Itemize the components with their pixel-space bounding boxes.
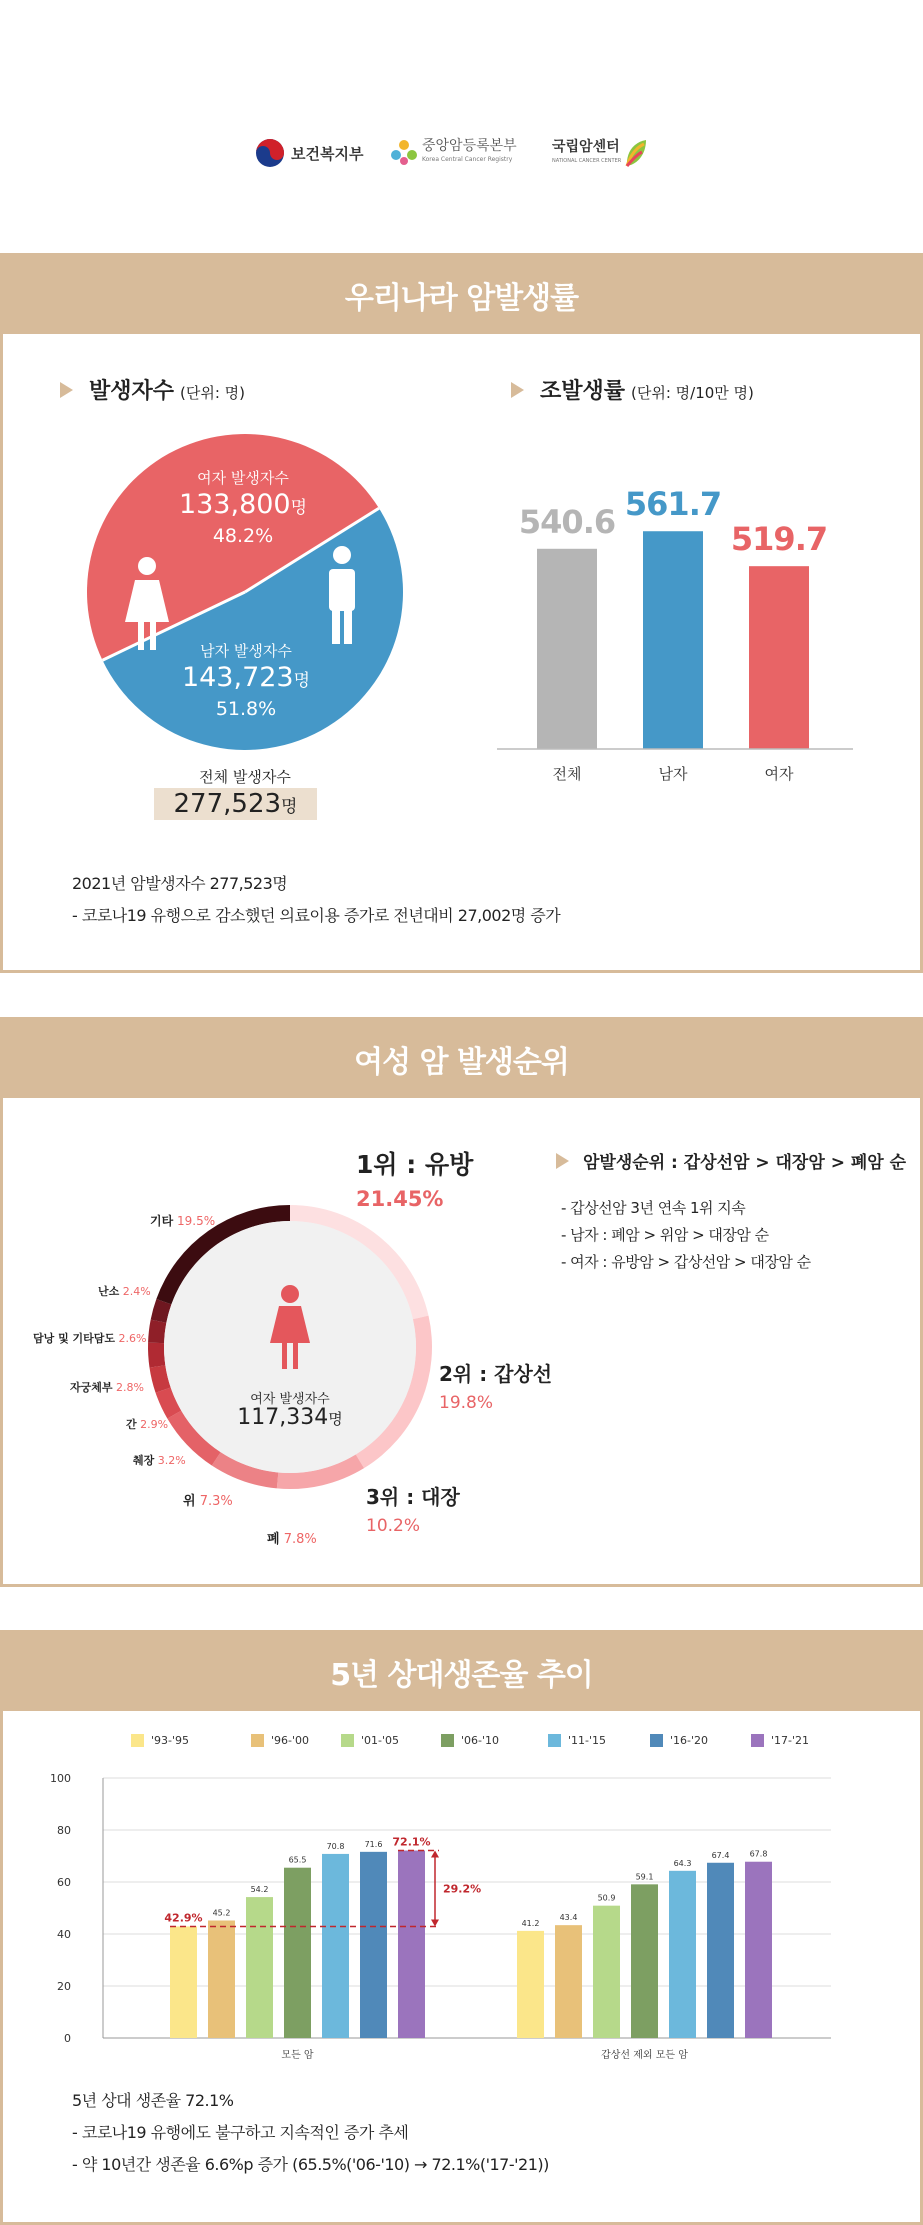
crude-rate-heading: 조발생률 (단위: 명/10만 명) — [511, 374, 754, 405]
kccr-name: 중앙암등록본부 — [422, 138, 517, 154]
kccr-name-en: Korea Central Cancer Registry — [422, 156, 513, 163]
legend-swatch — [341, 1734, 354, 1747]
difference-label: 29.2% — [443, 1882, 482, 1896]
rank-gallbladder-label: 담낭 및 기타담도 2.6% — [33, 1332, 147, 1345]
section-title: 우리나라 암발생률 — [3, 256, 920, 334]
center-label: 여자 발생자수 — [250, 1392, 330, 1407]
ncc-name-en: NATIONAL CANCER CENTER — [552, 157, 622, 164]
arrow-up-icon — [431, 1851, 439, 1858]
mohw-logo — [255, 138, 363, 168]
total-value: 277,523명 — [154, 788, 317, 820]
bar-value-label: 50.9 — [597, 1893, 616, 1903]
legend-label: '01-'05 — [361, 1734, 400, 1747]
rank-bullet-3: - 여자 : 유방암 > 갑상선암 > 대장암 순 — [561, 1253, 811, 1271]
rank-3-label: 3위 : 대장 10.2% — [366, 1485, 460, 1536]
legend-item — [650, 1734, 708, 1747]
bar-남자 — [643, 531, 703, 749]
logo-bar — [0, 130, 923, 180]
rank-summary-heading: 암발생순위 : 갑상선암 > 대장암 > 폐암 순 — [556, 1148, 906, 1173]
survival-bar — [360, 1852, 387, 2038]
legend-item — [751, 1734, 809, 1747]
rank-other-label: 기타 19.5% — [150, 1214, 216, 1228]
survival-note-1: 5년 상대 생존율 72.1% — [72, 2091, 234, 2110]
survival-bar — [398, 1851, 425, 2038]
legend-swatch — [751, 1734, 764, 1747]
survival-section — [0, 1630, 923, 2225]
bar-value-label: 54.2 — [250, 1885, 269, 1895]
legend-label: '16-'20 — [670, 1734, 709, 1747]
female-value: 133,800 — [178, 489, 291, 520]
bar-value-label: 67.4 — [711, 1850, 730, 1860]
survival-note-2: - 코로나19 유행에도 불구하고 지속적인 증가 추세 — [72, 2123, 409, 2142]
survival-bar — [669, 1871, 696, 2038]
y-tick-label: 20 — [57, 1980, 71, 1993]
rank-lung-label: 폐 7.8% — [267, 1532, 317, 1547]
rank-1-label: 1위 : 유방 21.45% — [356, 1150, 474, 1211]
bar-value-label: 71.6 — [364, 1839, 383, 1849]
female-pct: 48.2% — [212, 525, 274, 547]
y-tick-label: 40 — [57, 1928, 71, 1941]
bar-value-label: 540.6 — [518, 502, 616, 541]
y-tick-label: 100 — [50, 1772, 71, 1785]
bar-category-label: 전체 — [552, 765, 582, 783]
male-pct: 51.8% — [215, 698, 277, 720]
legend-label: '11-'15 — [568, 1734, 607, 1747]
rank-bullet-2: - 남자 : 폐암 > 위암 > 대장암 순 — [561, 1226, 769, 1244]
kccr-mark-icon — [390, 139, 418, 167]
section-title: 여성 암 발생순위 — [3, 1020, 920, 1098]
bar-category-label: 여자 — [764, 765, 794, 783]
bar-value-label: 65.5 — [288, 1855, 307, 1865]
incidence-section — [0, 253, 923, 973]
y-tick-label: 80 — [57, 1824, 71, 1837]
triangle-bullet-icon — [60, 382, 73, 398]
legend-item — [548, 1734, 606, 1747]
female-label: 여자 발생자수 — [197, 469, 289, 487]
x-category-label: 모든 암 — [281, 2050, 314, 2061]
rank-ovary-label: 난소 2.4% — [98, 1285, 151, 1298]
bar-value-label: 64.3 — [673, 1858, 692, 1868]
survival-bar — [208, 1920, 235, 2038]
survival-bar — [246, 1897, 273, 2038]
bar-value-label: 561.7 — [624, 485, 722, 524]
legend-item — [441, 1734, 499, 1747]
legend-swatch — [441, 1734, 454, 1747]
incidence-note-2: - 코로나19 유행으로 감소했던 의료이용 증가로 전년대비 27,002명 증가 — [72, 906, 561, 925]
bar-value-label: 519.7 — [730, 520, 828, 559]
rank-2-label: 2위 : 갑상선 19.8% — [439, 1362, 553, 1413]
total-label: 전체 발생자수 — [199, 768, 291, 786]
count-heading: 발생자수 (단위: 명) — [60, 374, 245, 405]
legend-swatch — [131, 1734, 144, 1747]
ncc-name: 국립암센터 — [552, 138, 620, 155]
ncc-leaf-icon — [624, 138, 648, 168]
section-title: 5년 상대생존율 추이 — [3, 1633, 920, 1711]
donut-slice-담낭 및 기타담도 — [148, 1320, 166, 1344]
rank-liver-label: 간 2.9% — [126, 1418, 169, 1431]
bar-value-label: 43.4 — [559, 1913, 578, 1923]
male-value: 143,723 — [181, 662, 294, 693]
survival-bar — [322, 1854, 349, 2038]
y-tick-label: 0 — [64, 2032, 71, 2045]
male-label: 남자 발생자수 — [200, 642, 292, 660]
survival-bar — [631, 1884, 658, 2038]
bar-여자 — [749, 566, 809, 749]
rank-bullet-1: - 갑상선암 3년 연속 1위 지속 — [561, 1199, 746, 1217]
center-value: 117,334명 — [237, 1405, 343, 1430]
survival-bar — [707, 1863, 734, 2038]
survival-bar — [517, 1931, 544, 2038]
kccr-logo — [390, 138, 517, 167]
legend-swatch — [650, 1734, 663, 1747]
bar-value-label: 67.8 — [749, 1849, 768, 1859]
rank-uterus-label: 자궁체부 2.8% — [70, 1381, 144, 1394]
bar-category-label: 남자 — [658, 765, 688, 783]
rank-stomach-label: 위 7.3% — [183, 1494, 233, 1509]
bar-value-label: 42.9% — [164, 1911, 203, 1925]
male-count-label: 남자 발생자수 143,723명 51.8% — [156, 640, 336, 720]
mohw-name: 보건복지부 — [291, 144, 364, 163]
survival-note-3: - 약 10년간 생존율 6.6%p 증가 (65.5%('06-'10) → 72.1%('17-'21)) — [72, 2155, 549, 2174]
legend-label: '06-'10 — [461, 1734, 500, 1747]
female-count-label: 여자 발생자수 133,800명 48.2% — [153, 467, 333, 547]
bar-value-label: 41.2 — [521, 1918, 540, 1928]
arrow-down-icon — [431, 1919, 439, 1926]
legend-label: '96-'00 — [271, 1734, 310, 1747]
legend-item — [131, 1734, 189, 1747]
legend-item — [341, 1734, 399, 1747]
bar-value-label: 72.1% — [392, 1835, 431, 1849]
legend-swatch — [251, 1734, 264, 1747]
survival-bar — [593, 1906, 620, 2038]
bar-value-label: 45.2 — [212, 1908, 231, 1918]
survival-bar — [745, 1862, 772, 2038]
ncc-logo — [552, 138, 648, 168]
survival-bar — [555, 1925, 582, 2038]
incidence-note-1: 2021년 암발생자수 277,523명 — [72, 874, 288, 893]
triangle-bullet-icon — [511, 382, 524, 398]
legend-item — [251, 1734, 309, 1747]
legend-label: '93-'95 — [151, 1734, 190, 1747]
x-category-label: 갑상선 제외 모든 암 — [601, 2050, 688, 2061]
taegeuk-icon — [255, 138, 285, 168]
bar-value-label: 59.1 — [635, 1872, 654, 1882]
survival-bar — [284, 1868, 311, 2038]
triangle-bullet-icon — [556, 1153, 569, 1169]
bar-value-label: 70.8 — [326, 1841, 345, 1851]
bar-전체 — [537, 549, 597, 749]
female-rank-donut-chart — [148, 1205, 432, 1489]
female-rank-section — [0, 1017, 923, 1587]
rank-pancreas-label: 췌장 3.2% — [133, 1454, 186, 1467]
survival-bar-chart — [50, 1772, 841, 2073]
legend-swatch — [548, 1734, 561, 1747]
donut-slice-자궁체부 — [148, 1343, 165, 1368]
survival-bar — [170, 1926, 197, 2038]
legend-label: '17-'21 — [771, 1734, 810, 1747]
y-tick-label: 60 — [57, 1876, 71, 1889]
